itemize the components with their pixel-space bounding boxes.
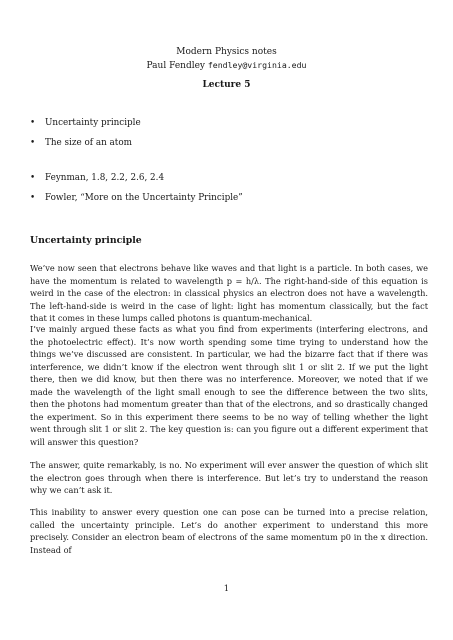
document-title: Modern Physics notes: [176, 47, 277, 57]
author-email: fendley@virginia.edu: [207, 60, 307, 70]
paragraph: We’ve now seen that electrons behave like waves and that light is a particle. In both cases, we have the momentum is related to wavelength p = h/λ. The right-hand-side of this equation is weird in the case of the electron: in classical physics an electron does not have a wavelength. The left-hand-side is weird in the case of light: light has momentum classically, but the fact that it comes in these lumps called photons is quantum-mechanical.: [30, 263, 428, 323]
paragraph: I’ve mainly argued these facts as what you find from experiments (interfering electrons, and the photoelectric effect). It’s now worth spending some time trying to understand how the things we’ve discussed are consistent. In particular, we had the bizarre fact that if there was interference, we didn’t know if the electron went through slit 1 or slit 2. If we put the light there, then we did know, but then there was no interference. Moreover, we noted that if we made the wavelength of the light small enough to see the difference between the two slits, then the photons had momentum greater than that of the electrons, and so drastically changed the experiment. So in this experiment there seems to be no way of telling whether the light went through slit 1 or slit 2. The key question is: can you figure out a different experiment that will answer this question?: [30, 324, 428, 447]
paragraph: This inability to answer every question one can pose can be turned into a precise relation, called the uncertainty principle. Let’s do another experiment to understand this more precisely. Consider an electron beam of electrons of the same momentum p0 in the x direction. Instead of: [30, 507, 428, 555]
section-heading: Uncertainty principle: [30, 235, 142, 246]
page-number: 1: [223, 584, 230, 594]
topic-list: [30, 117, 141, 157]
author-line: [0, 59, 453, 73]
lecture-heading: Lecture 5: [202, 80, 251, 90]
paragraph: The answer, quite remarkably, is no. No experiment will ever answer the question of which slit the electron goes through when there is interference. But let’s try to understand the reason why we can’t ask it.: [30, 460, 428, 495]
reading-list: [30, 172, 243, 212]
topic-item: • The size of an atom: [30, 137, 141, 157]
reading-item: • Feynman, 1.8, 2.2, 2.6, 2.4: [30, 172, 243, 192]
author-name: Paul Fendley: [146, 61, 205, 71]
document-header: [0, 46, 453, 73]
reading-item: • Fowler, “More on the Uncertainty Principle”: [30, 192, 243, 212]
topic-item: • Uncertainty principle: [30, 117, 141, 137]
